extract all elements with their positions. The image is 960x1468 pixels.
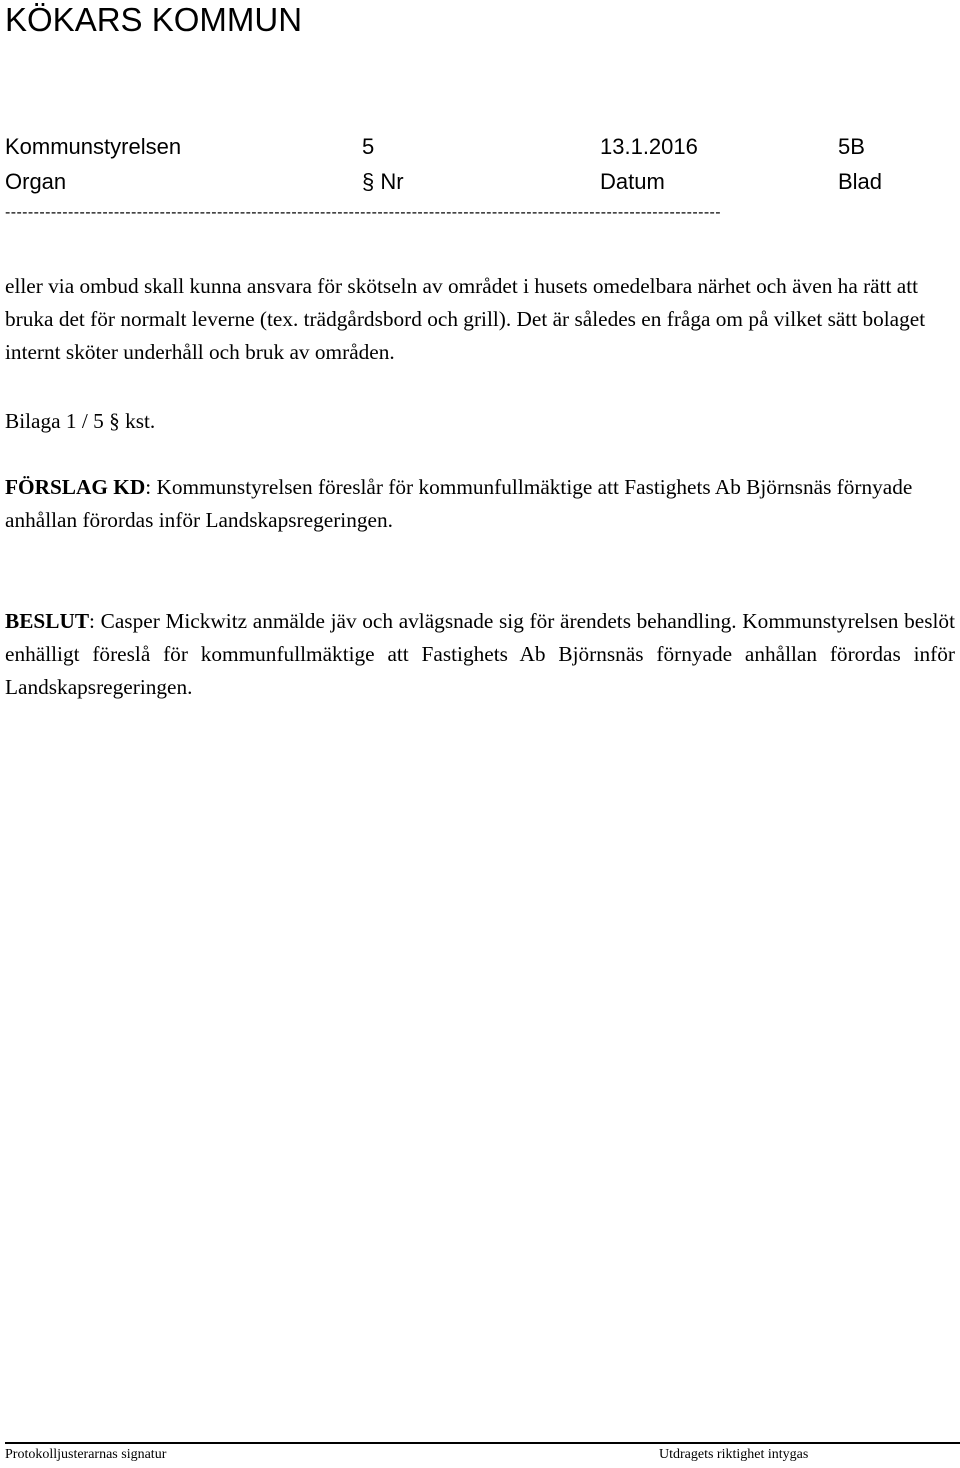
header-labels-row xyxy=(0,168,960,196)
intro-paragraph: eller via ombud skall kunna ansvara för skötseln av området i husets omedelbara närhet och även ha rätt att bruka det för normalt leverne (tex. trädgårdsbord och grill). Det är således en fråga om på vilket sätt bolaget internt sköter underhåll och bruk av områden. xyxy=(5,274,926,364)
proposal-paragraph xyxy=(5,471,955,537)
nr-value: 5 xyxy=(362,134,375,159)
proposal-text: : Kommunstyrelsen föreslår för kommunfullmäktige att Fastighets Ab Björnsnäs förnyade anhållan förordas inför Landskapsregeringen. xyxy=(5,475,913,532)
footer-signature-label: Protokolljusterarnas signatur xyxy=(5,1447,167,1462)
attachment-reference: Bilaga 1 / 5 § kst. xyxy=(5,409,156,433)
footer-certification-label: Utdragets riktighet intygas xyxy=(659,1447,809,1462)
municipality-title: KÖKARS KOMMUN xyxy=(5,1,303,38)
decision-label: BESLUT xyxy=(5,609,90,633)
datum-label: Datum xyxy=(600,169,665,194)
organ-value: Kommunstyrelsen xyxy=(5,134,182,159)
nr-label: § Nr xyxy=(362,169,404,194)
blad-label: Blad xyxy=(838,169,883,194)
datum-value: 13.1.2016 xyxy=(600,134,698,159)
organ-label: Organ xyxy=(5,169,67,194)
header-values-row xyxy=(0,133,960,161)
dashed-separator: ----------------------------------------------------------------------------------------------------------------------------- xyxy=(5,204,722,221)
decision-text: : Casper Mickwitz anmälde jäv och avlägsnade sig för ärendets behandling. Kommunstyrelsen beslöt enhälligt föreslå för kommunfullmäktige att Fastighets Ab Björnsnäs förnyade anhållan förordas inför Landskapsregeringen. xyxy=(5,609,955,699)
footer-rule xyxy=(5,1442,960,1444)
proposal-label: FÖRSLAG KD xyxy=(5,475,146,499)
blad-value: 5B xyxy=(838,134,865,159)
decision-paragraph xyxy=(5,605,955,704)
